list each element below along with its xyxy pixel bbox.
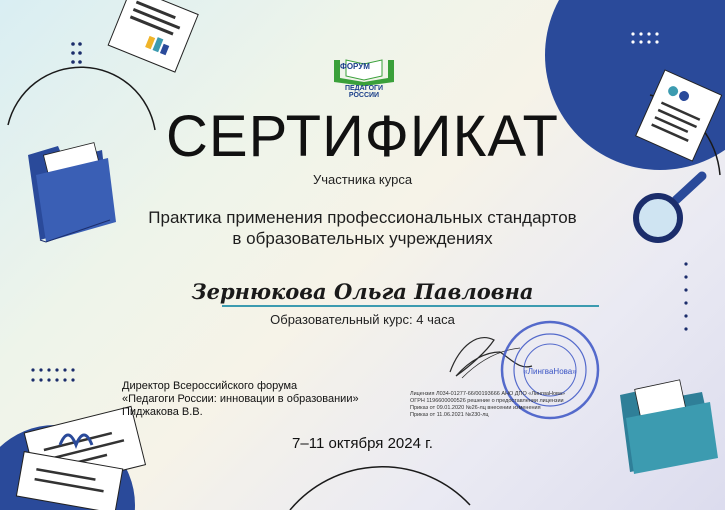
license-line2: ОГРН 1196600000526 решение о предоставлении лицензии: [410, 398, 564, 404]
license-line1: Лицензия Л034-01277-66/00193666 АНО ДПО «ЛингваНова»: [410, 391, 565, 397]
course-title-line2: в образовательных учреждениях: [232, 229, 493, 248]
logo-top-text: ФОРУМ: [340, 62, 370, 71]
dot-grid-left: [71, 42, 82, 64]
course-title: [0, 207, 725, 249]
director-block: [122, 380, 359, 419]
stamp-center-text: «ЛингваНова»: [523, 367, 577, 376]
director-line2: «Педагоги России: инновации в образовании»: [122, 393, 359, 405]
name-underline: [222, 305, 599, 307]
certificate-subtitle: Участника курса: [312, 172, 413, 187]
dot-grid-bottom-left: [31, 368, 74, 381]
license-block: [410, 391, 565, 419]
logo-bottom-text: ПЕДАГОГИ РОССИИ: [344, 85, 384, 99]
forum-logo: [330, 56, 398, 98]
course-title-line1: Практика применения профессиональных стандартов: [148, 208, 577, 227]
director-line1: Директор Всероссийского форума: [122, 380, 298, 392]
arc-bottom: [290, 467, 470, 510]
course-dates: 7–11 октября 2024 г.: [292, 435, 433, 452]
license-line3: Приказ от 09.01.2020 №26-лц внесении изменения: [410, 405, 541, 411]
recipient-name: Зернюкова Ольга Павловна: [191, 279, 534, 304]
document-icon-top-left: [108, 0, 198, 72]
folder-icon-bottom-right: [620, 380, 718, 474]
director-name: Пиджакова В.В.: [122, 406, 203, 418]
certificate-title: СЕРТИФИКАТ: [166, 104, 559, 169]
license-line4: Приказ от 11.06.2021 №230-лц: [410, 412, 489, 418]
course-hours: Образовательный курс: 4 часа: [270, 312, 455, 327]
